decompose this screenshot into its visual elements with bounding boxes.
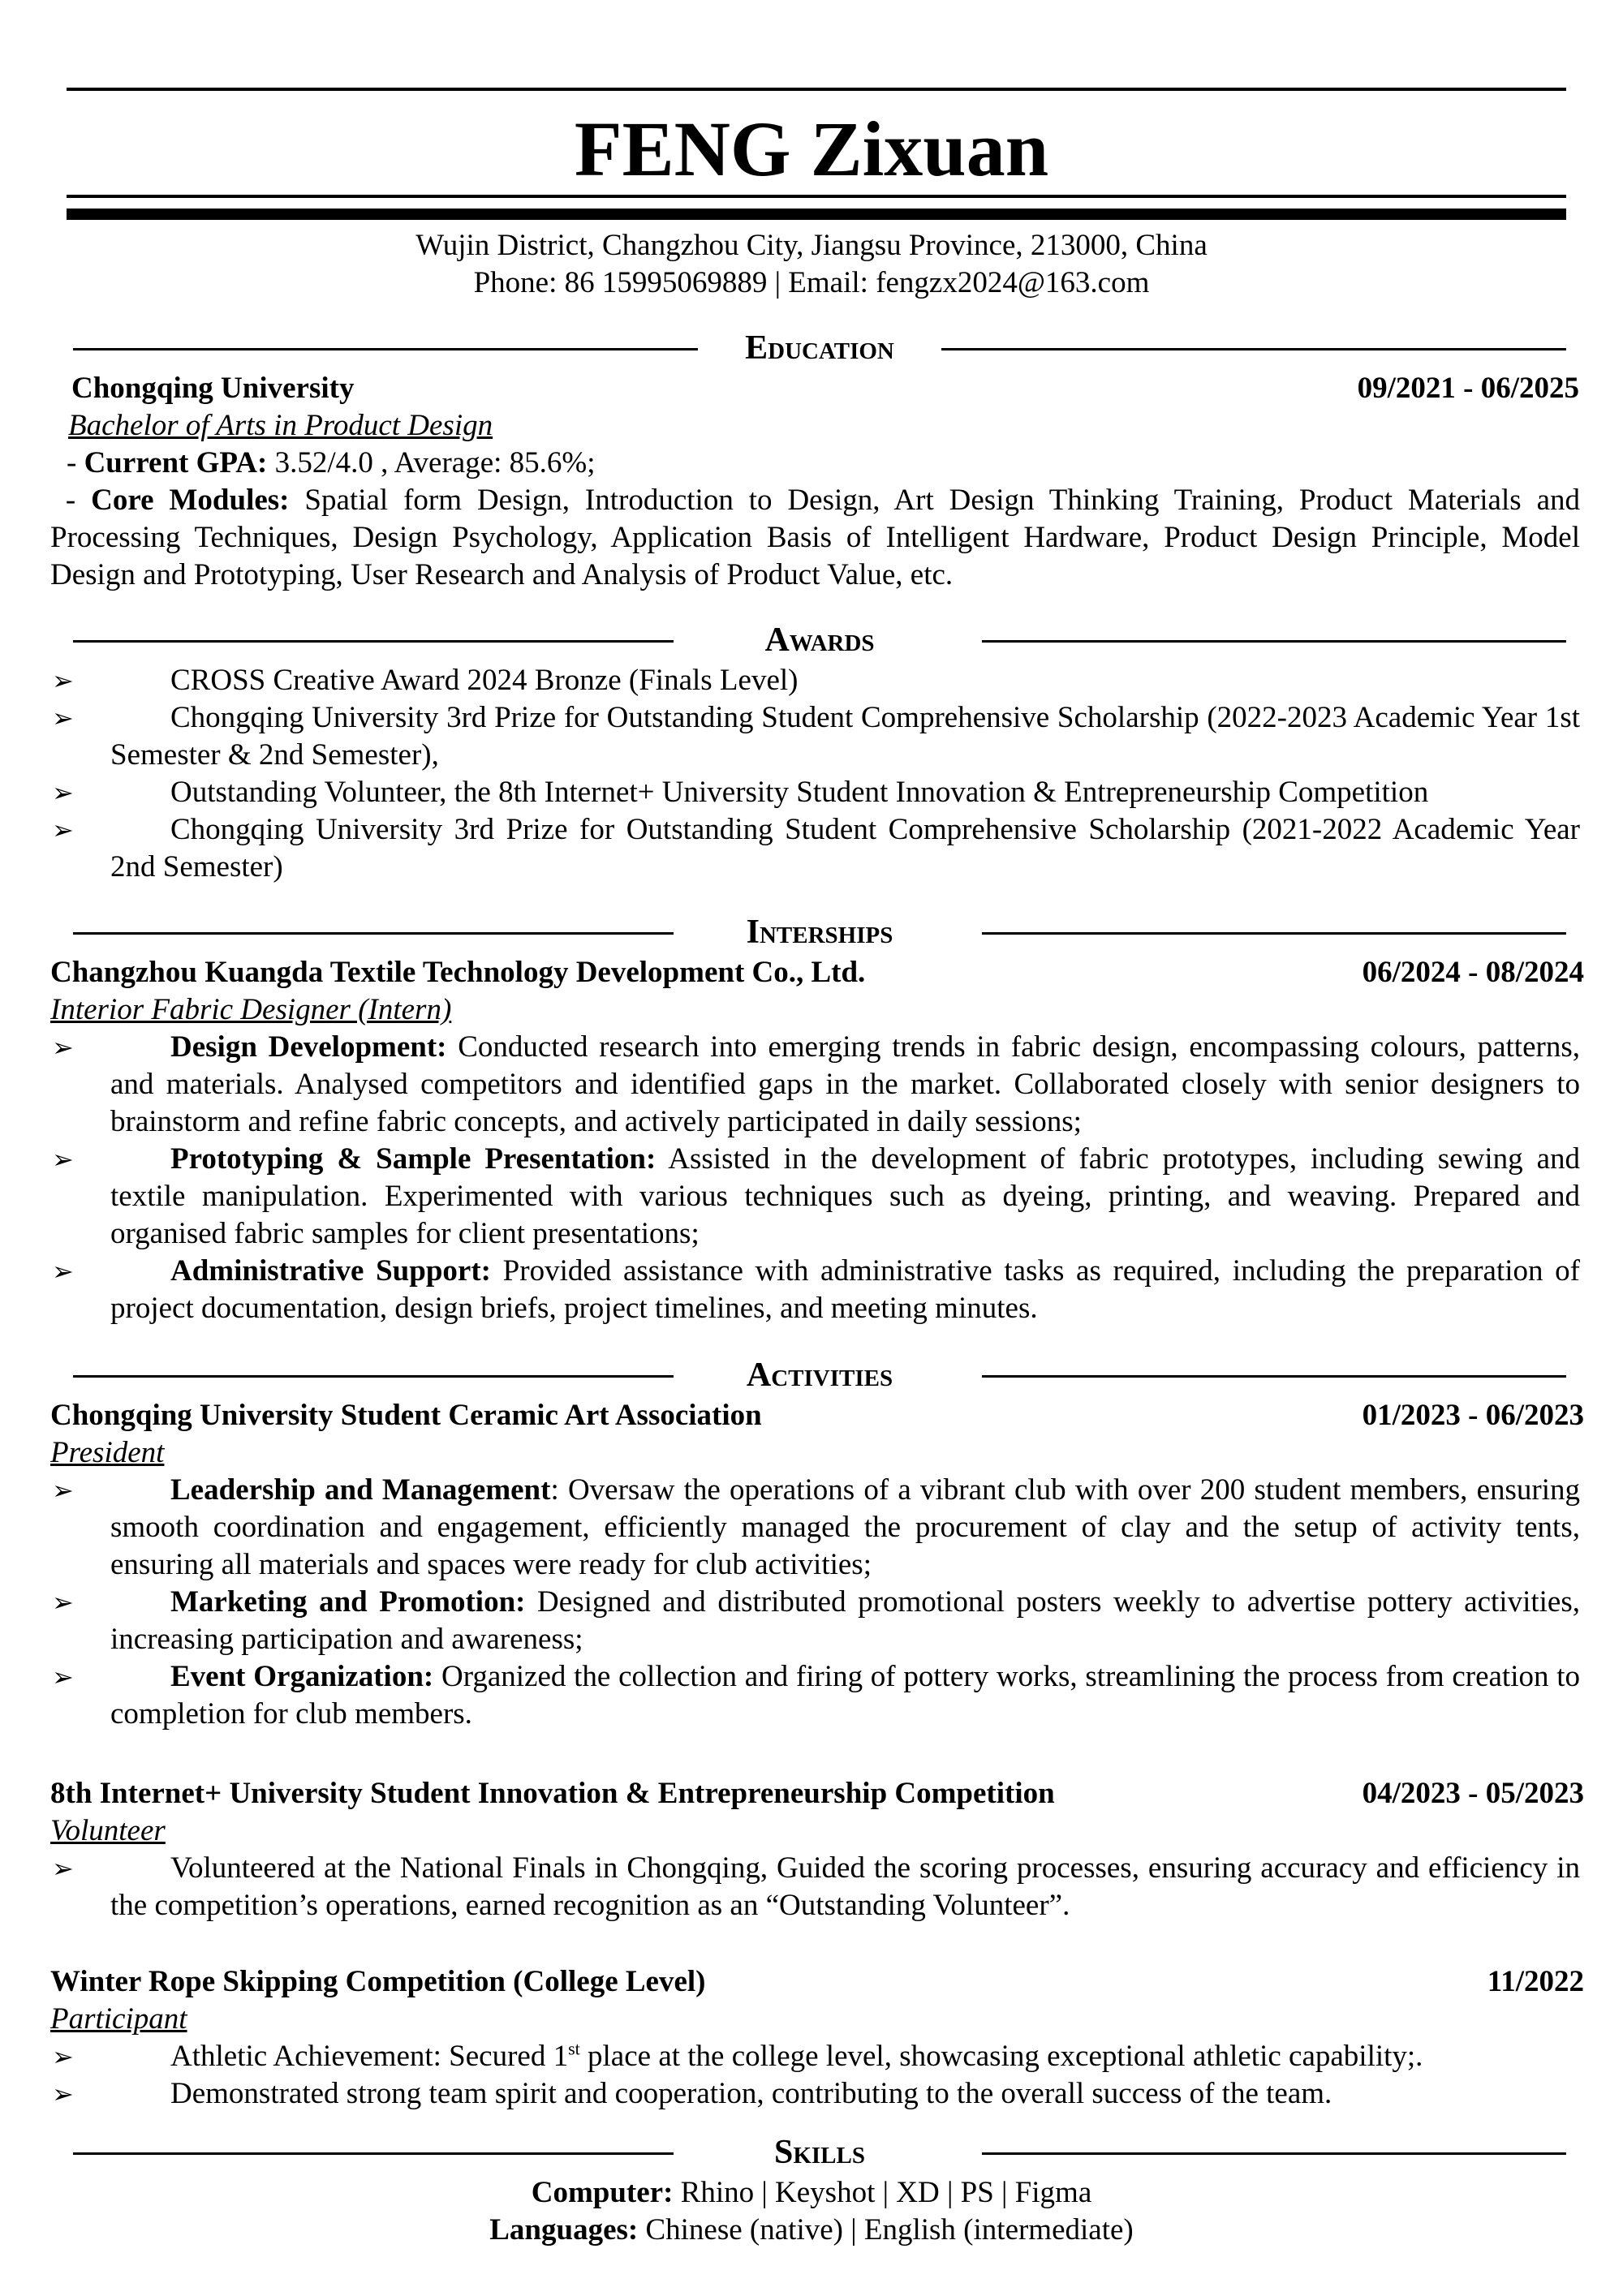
arrow-bullet-icon: ➢ — [52, 1475, 74, 1506]
skills-languages: Languages: Chinese (native) | English (intermediate) — [489, 2213, 1134, 2247]
skills-computer: Computer: Rhino | Keyshot | XD | PS | Figma — [531, 2176, 1092, 2209]
arrow-bullet-icon: ➢ — [52, 1587, 74, 1618]
core-modules: - Core Modules: Spatial form Design, Introduction to Design, Art Design Thinking Training, Product Materials and Processing Techniques, Design Psychology, Application Basis of Intelligent Hardware, Product Design Principle, Model Design and Prototyping, User Research and Analysis of Product Value, etc. — [50, 484, 1580, 591]
activity-bullet: ➢ Marketing and Promotion: Designed and distributed promotional posters weekly to advertise pottery activities, increasing participation and awareness; — [52, 1585, 1580, 1656]
arrow-bullet-icon: ➢ — [52, 1032, 74, 1063]
arrow-bullet-icon: ➢ — [52, 777, 74, 808]
internship-bullet: ➢ Administrative Support: Provided assistance with administrative tasks as required, including the preparation of project documentation, design briefs, project timelines, and meeting minutes. — [52, 1254, 1581, 1325]
arrow-bullet-icon: ➢ — [52, 665, 74, 696]
award-item: ➢ Chongqing University 3rd Prize for Outstanding Student Comprehensive Scholarship (2021-2022 Academic Year 2nd Semester) — [52, 813, 1580, 884]
section-heading-awards: Awards — [73, 620, 1566, 660]
header-rule-thin — [67, 195, 1566, 198]
gpa-line: - Current GPA: 3.52/4.0 , Average: 85.6%; — [67, 446, 596, 479]
activity-bullet: ➢ Demonstrated strong team spirit and cooperation, contributing to the overall success of the team. — [50, 2075, 1580, 2113]
education-dates: 09/2021 - 06/2025 — [1357, 372, 1579, 405]
internship-role: Interior Fabric Designer (Intern) — [50, 993, 452, 1026]
section-heading-education: Education — [73, 328, 1566, 368]
section-heading-skills: Skills — [73, 2132, 1566, 2173]
education-school-row — [71, 370, 1579, 407]
arrow-bullet-icon: ➢ — [52, 1853, 74, 1884]
arrow-bullet-icon: ➢ — [52, 2079, 74, 2109]
arrow-bullet-icon: ➢ — [52, 815, 74, 845]
header-rule-thick — [67, 209, 1566, 220]
company-name: Changzhou Kuangda Textile Technology Development Co., Ltd. — [50, 956, 866, 989]
activity-bullet: ➢ Event Organization: Organized the collection and firing of pottery works, streamlining the process from creation to completion for club members. — [52, 1660, 1581, 1731]
school-name: Chongqing University — [71, 372, 355, 405]
arrow-bullet-icon: ➢ — [52, 1662, 74, 1692]
activity-org: 8th Internet+ University Student Innovation & Entrepreneurship Competition — [50, 1777, 1055, 1810]
top-rule — [67, 88, 1566, 91]
activity-org-row — [50, 1397, 1584, 1434]
activity-dates: 01/2023 - 06/2023 — [1362, 1399, 1584, 1432]
award-item: ➢ Outstanding Volunteer, the 8th Internet+ University Student Innovation & Entrepreneurship Competition — [50, 774, 1580, 811]
activity-bullet: ➢ Volunteered at the National Finals in Chongqing, Guided the scoring processes, ensuring accuracy and efficiency in the competition’s operations, earned recognition as an “Outstanding Volunteer”. — [52, 1851, 1580, 1922]
section-heading-activities: Activities — [73, 1355, 1566, 1395]
internship-bullet: ➢ Design Development: Conducted research into emerging trends in fabric design, encompassing colours, patterns, and materials. Analysed competitors and identified gaps in the market. Collaborated closely with senior designers to brainstorm and refine fabric concepts, and actively participated in daily sessions; — [52, 1030, 1580, 1138]
internship-company-row — [50, 954, 1584, 991]
contact-line: Phone: 86 15995069889 | Email: fengzx2024@163.com — [473, 266, 1150, 299]
arrow-bullet-icon: ➢ — [52, 703, 74, 733]
activity-role: President — [50, 1436, 165, 1469]
activity-org-row — [50, 1963, 1584, 2001]
arrow-bullet-icon: ➢ — [52, 2041, 74, 2072]
activity-bullet: ➢ Leadership and Management: Oversaw the operations of a vibrant club with over 200 student members, ensuring smooth coordination and engagement, efficiently managed the procurement of clay and the setup of activity tents, ensuring all materials and spaces were ready for club activities; — [52, 1473, 1581, 1581]
activity-org-row — [50, 1775, 1584, 1812]
activity-org: Winter Rope Skipping Competition (College Level) — [50, 1965, 706, 1998]
activity-org: Chongqing University Student Ceramic Art Association — [50, 1399, 762, 1432]
internship-bullet: ➢ Prototyping & Sample Presentation: Assisted in the development of fabric prototypes, including sewing and textile manipulation. Experimented with various techniques such as dyeing, printing, and weaving. Prepared and organised fabric samples for client presentations; — [52, 1142, 1580, 1250]
address-line: Wujin District, Changzhou City, Jiangsu Province, 213000, China — [415, 229, 1208, 262]
arrow-bullet-icon: ➢ — [52, 1144, 74, 1175]
award-item: ➢ Chongqing University 3rd Prize for Outstanding Student Comprehensive Scholarship (2022-2023 Academic Year 1st Semester & 2nd Semester), — [52, 701, 1580, 772]
internship-dates: 06/2024 - 08/2024 — [1362, 956, 1584, 989]
activity-role: Participant — [50, 2002, 187, 2036]
activity-dates: 11/2022 — [1487, 1965, 1584, 1998]
degree: Bachelor of Arts in Product Design — [68, 409, 493, 442]
arrow-bullet-icon: ➢ — [52, 1256, 74, 1287]
section-heading-internships: Interships — [73, 912, 1566, 952]
activity-dates: 04/2023 - 05/2023 — [1362, 1777, 1584, 1810]
activity-role: Volunteer — [50, 1814, 166, 1847]
resume-name: FENG Zixuan — [574, 105, 1049, 192]
award-item: ➢ CROSS Creative Award 2024 Bronze (Finals Level) — [50, 662, 1580, 699]
activity-bullet: ➢ Athletic Achievement: Secured 1st place at the college level, showcasing exceptional athletic capability;. — [50, 2038, 1580, 2075]
